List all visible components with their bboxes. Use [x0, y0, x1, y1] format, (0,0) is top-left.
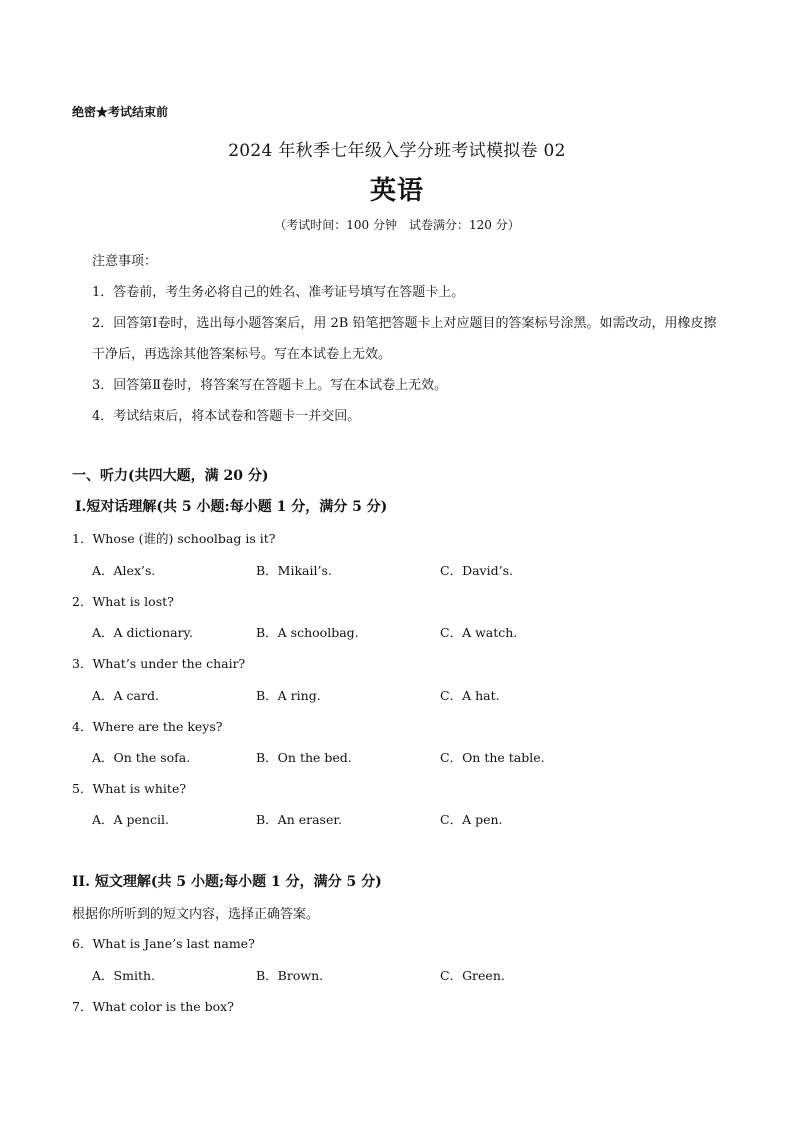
question-options	[92, 966, 692, 984]
question-text: 4．Where are the keys?	[72, 719, 223, 734]
section-heading: 一、听力(共四大题，满 20 分)	[72, 468, 269, 484]
option-a: A．A card.	[92, 688, 159, 703]
question-options	[92, 561, 692, 579]
option-c: C．A hat.	[440, 688, 500, 703]
exam-title: 2024 年秋季七年级入学分班考试模拟卷 02	[228, 141, 566, 161]
option-a: A．Alex’s.	[92, 563, 156, 578]
option-a: A．A dictionary.	[92, 625, 193, 640]
notes-block	[92, 246, 728, 432]
note-item: 3．回答第Ⅱ卷时，将答案写在答题卡上。写在本试卷上无效。	[92, 378, 448, 393]
part-heading: Ⅰ.短对话理解(共 5 小题:每小题 1 分，满分 5 分)	[75, 499, 388, 515]
option-a: A．A pencil.	[92, 812, 169, 827]
option-c: C．A watch.	[440, 625, 518, 640]
question-text: 3．What’s under the chair?	[72, 656, 246, 671]
option-c: C．A pen.	[440, 812, 503, 827]
option-c: C．David’s.	[440, 563, 513, 578]
option-a: A．On the sofa.	[92, 750, 191, 765]
part-instruction: 根据你所听到的短文内容，选择正确答案。	[72, 907, 320, 922]
part-heading: II. 短文理解(共 5 小题;每小题 1 分，满分 5 分)	[72, 874, 382, 890]
question-options	[92, 686, 692, 704]
time-info: （考试时间：100 分钟 试卷满分：120 分）	[274, 218, 520, 232]
question-options	[92, 810, 692, 828]
option-c: C．Green.	[440, 968, 505, 983]
note-item: 4．考试结束后，将本试卷和答题卡一并交回。	[92, 409, 361, 424]
option-b: B．A schoolbag.	[256, 625, 359, 640]
question-text: 2．What is lost?	[72, 594, 174, 609]
question-text: 7．What color is the box?	[72, 999, 234, 1014]
note-item: 2．回答第Ⅰ卷时，选出每小题答案后，用 2B 铅笔把答题卡上对应题目的答案标号涂黑。如需改动，用橡皮擦干净后，再选涂其他答案标号。写在本试卷上无效。	[92, 316, 717, 362]
question-options	[92, 748, 692, 766]
question-options	[92, 623, 692, 641]
option-b: B．A ring.	[256, 688, 321, 703]
question-text: 5．What is white?	[72, 781, 187, 796]
question-text: 6．What is Jane’s last name?	[72, 936, 255, 951]
option-b: B．On the bed.	[256, 750, 352, 765]
subject-title: 英语	[369, 176, 424, 206]
option-b: B．Brown.	[256, 968, 324, 983]
option-b: B．Mikail’s.	[256, 563, 332, 578]
option-c: C．On the table.	[440, 750, 545, 765]
question-text: 1．Whose (谁的) schoolbag is it?	[72, 531, 276, 546]
option-b: B．An eraser.	[256, 812, 342, 827]
note-item: 1．答卷前，考生务必将自己的姓名、准考证号填写在答题卡上。	[92, 285, 465, 300]
notes-title: 注意事项：	[92, 254, 158, 269]
confidential-label: 绝密★考试结束前	[72, 105, 169, 119]
option-a: A．Smith.	[92, 968, 155, 983]
